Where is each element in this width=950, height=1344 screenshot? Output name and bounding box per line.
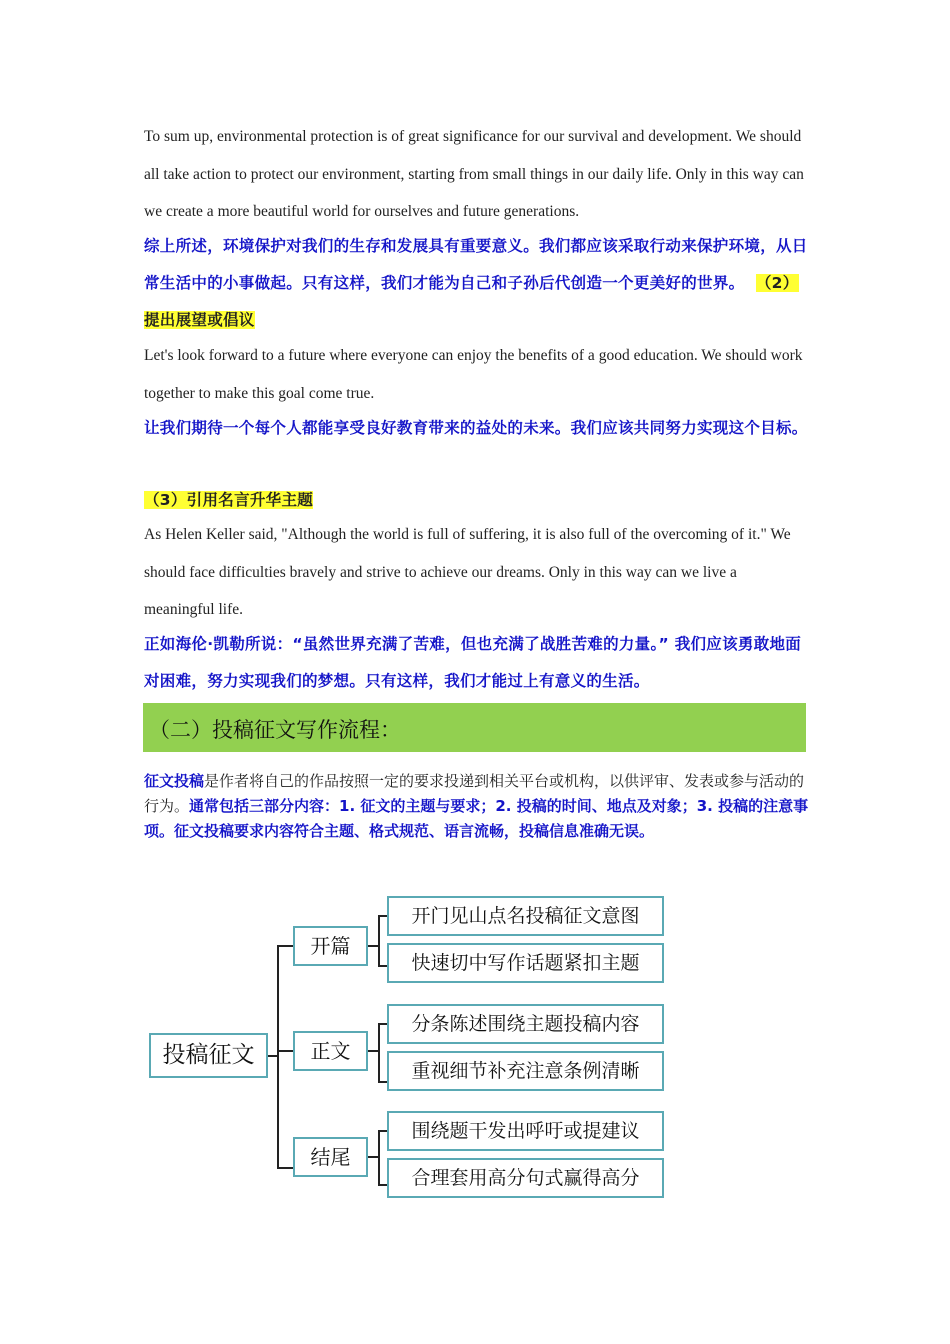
tip-quote-heading: （3）引用名言升华主题 (144, 491, 314, 509)
conclusion-en-paragraph: To sum up, environmental protection is of great significance for our survival and development. We should all take action to protect our environment, starting from small things in our daily life. Only in this way can we create a more beautiful world for ourselves and future generations. (144, 128, 804, 220)
diagram-item-opening-1: 开门见山点名投稿征文意图 (387, 896, 664, 936)
connector (277, 1167, 293, 1169)
conclusion-cn-text: 综上所述，环境保护对我们的生存和发展具有重要意义。我们都应该采取行动来保护环境，从日常生活中的小事做起。只有这样，我们才能为自己和子孙后代创造一个更美好的世界。 (144, 237, 808, 292)
intro-term: 征文投稿 (144, 772, 205, 790)
conclusion-cn-paragraph (144, 228, 809, 339)
section-heading-bar (143, 703, 806, 752)
tip-quote-heading-line (144, 482, 809, 519)
connector (378, 1023, 380, 1083)
diagram-item-body-2: 重视细节补充注意条例清晰 (387, 1051, 664, 1091)
connector (279, 1050, 293, 1052)
outlook-cn-paragraph: 让我们期待一个每个人都能享受良好教育带来的益处的未来。我们应该共同努力实现这个目标。 (144, 419, 808, 437)
outlook-en-paragraph: Let's look forward to a future where everyone can enjoy the benefits of a good education. We should work together to make this goal come true. (144, 347, 803, 402)
diagram-item-body-1: 分条陈述围绕主题投稿内容 (387, 1004, 664, 1044)
section-title: （二）投稿征文写作流程： (149, 718, 401, 742)
diagram-item-ending-1: 围绕题干发出呼吁或提建议 (387, 1111, 664, 1151)
intro-paragraph (144, 769, 809, 844)
diagram-branch-opening: 开篇 (293, 926, 368, 966)
connector (378, 1130, 387, 1132)
diagram-branch-ending: 结尾 (293, 1137, 368, 1177)
intro-definition: 是作者将自己的作品按照一定的要求投递到相关平台或机构，以供评审、发表或参与活动的行为。 (144, 772, 805, 815)
connector (378, 1081, 387, 1083)
connector (378, 1023, 387, 1025)
connector (378, 1184, 387, 1186)
diagram-branch-body: 正文 (293, 1031, 368, 1071)
connector (378, 915, 387, 917)
diagram-root-box: 投稿征文 (149, 1033, 268, 1078)
diagram-item-opening-2: 快速切中写作话题紧扣主题 (387, 943, 664, 983)
intro-summary: 通常包括三部分内容：1. 征文的主题与要求；2. 投稿的时间、地点及对象；3. 投稿的注意事项。征文投稿要求内容符合主题、格式规范、语言流畅，投稿信息准确无误。 (144, 797, 809, 840)
tip-outlook-heading: （2）提出展望或倡议 (144, 274, 799, 329)
connector (378, 965, 387, 967)
diagram-item-ending-2: 合理套用高分句式赢得高分 (387, 1158, 664, 1198)
connector (277, 945, 293, 947)
quote-cn-paragraph: 正如海伦·凯勒所说：“虽然世界充满了苦难，但也充满了战胜苦难的力量。” 我们应该勇敢地面对困难，努力实现我们的梦想。只有这样，我们才能过上有意义的生活。 (144, 635, 802, 690)
quote-en-paragraph: As Helen Keller said, "Although the world is full of suffering, it is also full of the overcoming of it." We should face difficulties bravely and strive to achieve our dreams. Only in this way can we live a meaningful life. (144, 526, 791, 618)
connector (378, 915, 380, 967)
connector (277, 945, 279, 1169)
connector (378, 1130, 380, 1186)
